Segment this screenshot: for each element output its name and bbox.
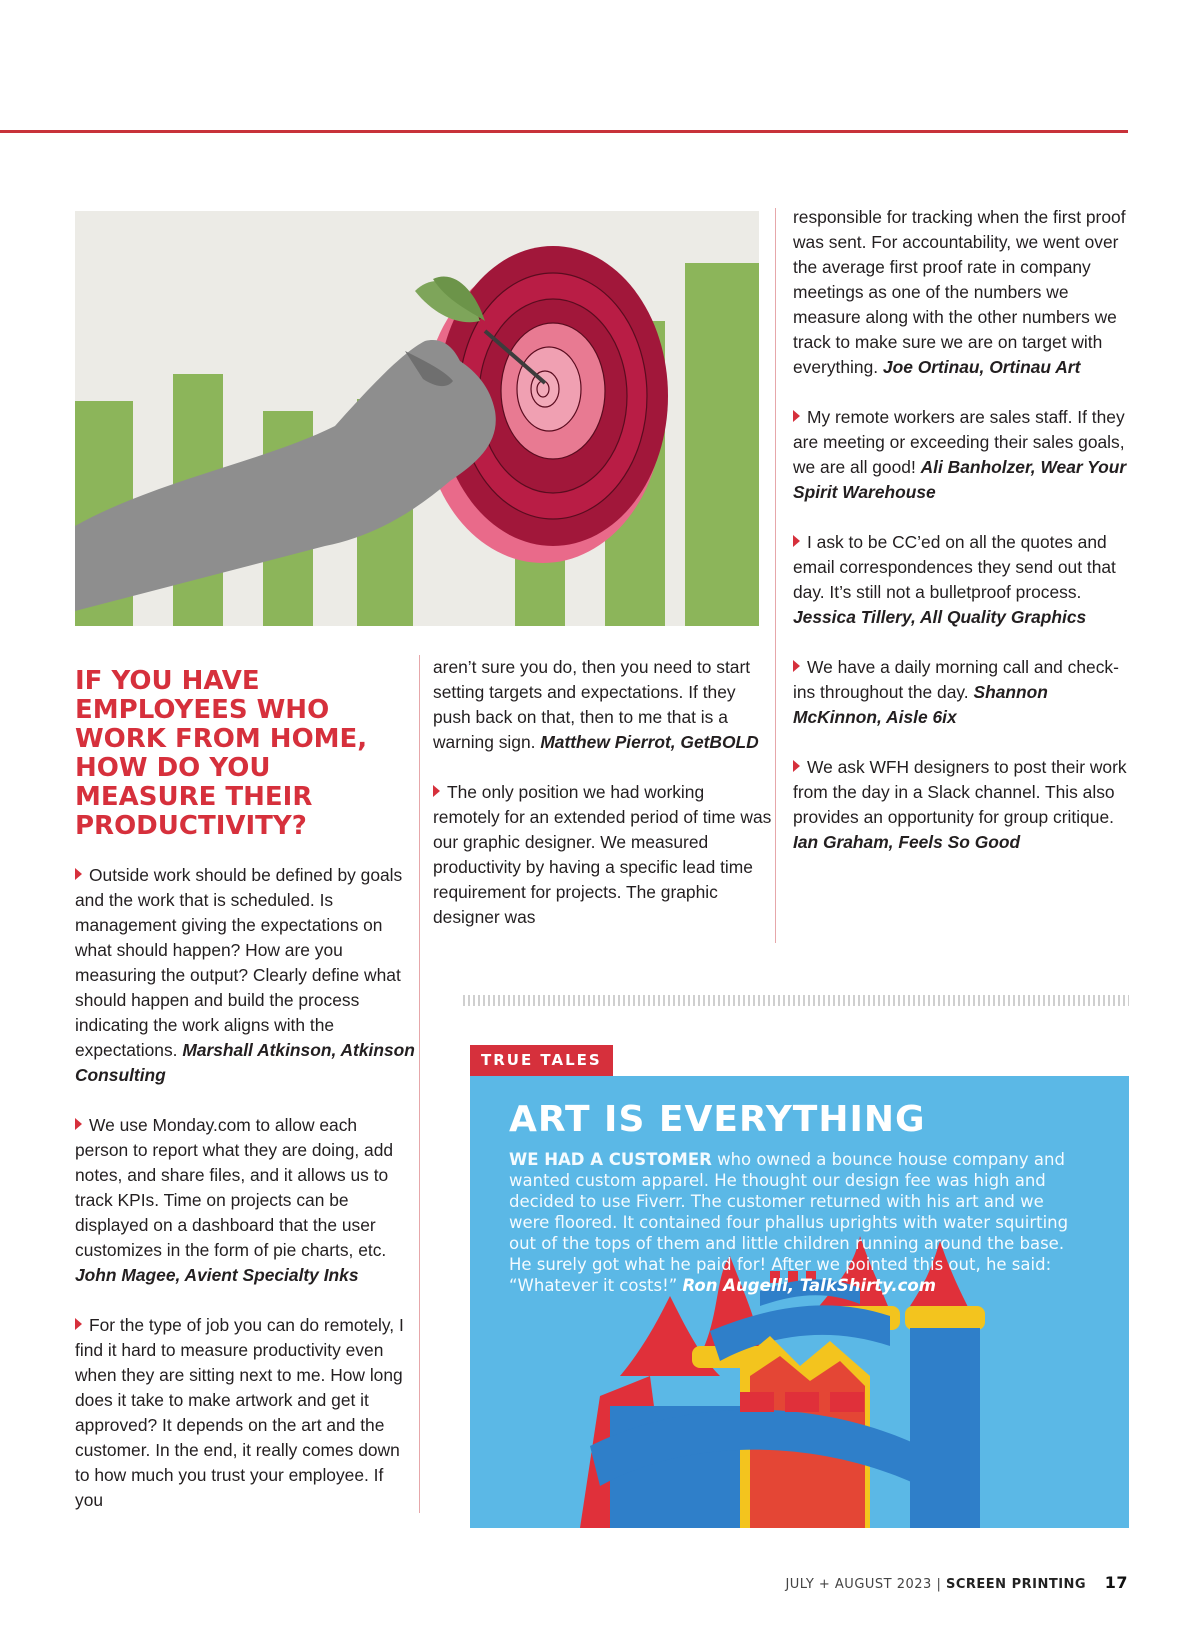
attribution: Ali Banholzer, Wear Your Spirit Warehouse bbox=[793, 457, 1127, 502]
attribution: Ian Graham, Feels So Good bbox=[793, 832, 1021, 852]
attribution: Matthew Pierrot, GetBOLD bbox=[540, 732, 759, 752]
response-7: We have a daily morning call and check-ins throughout the day. Shannon McKinnon, Aisle 6ix bbox=[793, 657, 1119, 727]
attribution: Shannon McKinnon, Aisle 6ix bbox=[793, 682, 1048, 727]
response-continued: aren’t sure you do, then you need to start setting targets and expectations. If they push back on that, then to me that is a warning sign. Matthew Pierrot, GetBOLD bbox=[433, 657, 759, 752]
magazine-name: SCREEN PRINTING bbox=[946, 1577, 1087, 1592]
attribution: John Magee, Avient Specialty Inks bbox=[75, 1265, 359, 1285]
issue-date: JULY + AUGUST 2023 bbox=[785, 1577, 932, 1592]
column-divider bbox=[419, 655, 420, 1513]
response-3: For the type of job you can do remotely, I find it hard to measure productivity even when they are sitting next to me. How long does it take to make artwork and get it approved? It depends on the art and the customer. In the end, it really comes down to how much you trust your employee. If you bbox=[75, 1315, 404, 1510]
column-3 bbox=[793, 205, 1135, 880]
column-2 bbox=[433, 655, 773, 955]
attribution: Ron Augelli, TalkShirty.com bbox=[682, 1276, 936, 1295]
footer-separator: | bbox=[936, 1577, 942, 1592]
dart-target-illustration bbox=[75, 211, 759, 626]
response-5: My remote workers are sales staff. If they are meeting or exceeding their sales goals, we are all good! Ali Banholzer, Wear Your Spirit Warehouse bbox=[793, 407, 1127, 502]
triangle-bullet-icon bbox=[75, 1118, 82, 1130]
sidebar-body: WE HAD A CUSTOMER who owned a bounce house company and wanted custom apparel. He thought our design fee was high and decided to use Fiverr. The customer returned with his art and we were floored. It contained four phallus uprights with water squirting out of the tops of them and little children running around the base. He surely got what he paid for! After we pointed this out, he said: “Whatever it costs!” Ron Augelli, TalkShirty.com bbox=[509, 1150, 1069, 1295]
hero-image-dart-target bbox=[75, 211, 759, 626]
attribution: Marshall Atkinson, Atkinson Consulting bbox=[75, 1040, 415, 1085]
response-continued: responsible for tracking when the first proof was sent. For accountability, we went over the average first proof rate in company meetings as one of the numbers we measure along with the other numbers we track to make sure we are on target with everything. Joe Ortinau, Ortinau Art bbox=[793, 207, 1126, 377]
triangle-bullet-icon bbox=[75, 868, 82, 880]
column-1 bbox=[75, 667, 415, 1538]
sidebar-box bbox=[470, 1076, 1129, 1528]
response-4: The only position we had working remotely for an extended period of time was our graphic designer. We measured productivity by having a specific lead time requirement for projects. The graphic designer was bbox=[433, 782, 772, 927]
sidebar-title: ART IS EVERYTHING bbox=[509, 1099, 926, 1140]
response-1: Outside work should be defined by goals and the work that is scheduled. Is management giving the expectations on what should happen? How are you measuring the output? Clearly define what should happen and build the process indicating the work aligns with the expectations. Marshall Atkinson, Atkinson Consulting bbox=[75, 865, 415, 1085]
sidebar-tag: TRUE TALES bbox=[470, 1045, 613, 1076]
triangle-bullet-icon bbox=[793, 660, 800, 672]
response-2: We use Monday.com to allow each person to report what they are doing, add notes, and share files, and it allows us to track KPIs. Time on projects can be displayed on a dashboard that the user customizes in the form of pie charts, etc. John Magee, Avient Specialty Inks bbox=[75, 1115, 394, 1285]
triangle-bullet-icon bbox=[793, 410, 800, 422]
response-8: We ask WFH designers to post their work from the day in a Slack channel. This also provides an opportunity for group critique. Ian Graham, Feels So Good bbox=[793, 757, 1127, 852]
attribution: Joe Ortinau, Ortinau Art bbox=[882, 357, 1081, 377]
bounce-castle-illustration bbox=[470, 1076, 1129, 1528]
attribution: Jessica Tillery, All Quality Graphics bbox=[793, 607, 1087, 627]
column-divider bbox=[775, 208, 776, 943]
page-footer bbox=[785, 1573, 1128, 1592]
page-number: 17 bbox=[1104, 1573, 1128, 1592]
dotted-separator bbox=[463, 995, 1129, 1006]
sidebar-lead: WE HAD A CUSTOMER bbox=[509, 1150, 712, 1169]
article-heading: IF YOU HAVE EMPLOYEES WHO WORK FROM HOME, HOW DO YOU MEASURE THEIR PRODUCTIVITY? bbox=[75, 666, 368, 841]
triangle-bullet-icon bbox=[793, 760, 800, 772]
top-rule bbox=[0, 130, 1128, 133]
triangle-bullet-icon bbox=[793, 535, 800, 547]
triangle-bullet-icon bbox=[75, 1318, 82, 1330]
response-6: I ask to be CC’ed on all the quotes and email correspondences they send out that day. It’s still not a bulletproof process. Jessica Tillery, All Quality Graphics bbox=[793, 532, 1116, 627]
triangle-bullet-icon bbox=[433, 785, 440, 797]
